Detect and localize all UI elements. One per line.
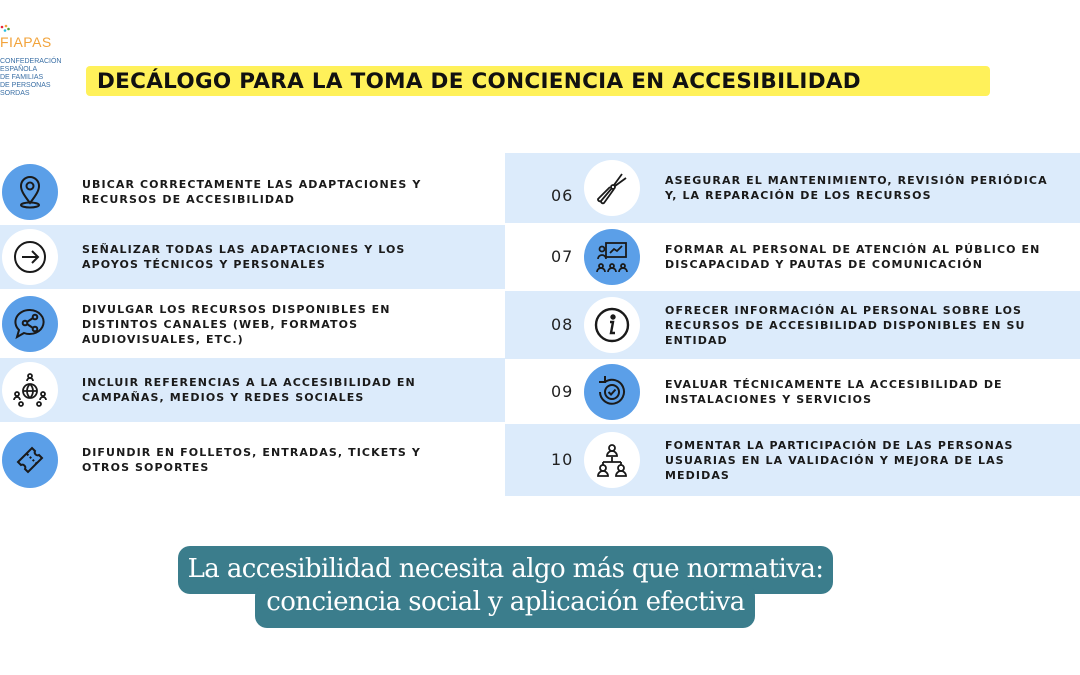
quote-line-2: conciencia social y aplicación efectiva <box>266 587 745 617</box>
item-text: SEÑALIZAR TODAS LAS ADAPTACIONES Y LOS APOYOS TÉCNICOS Y PERSONALES <box>82 243 406 271</box>
list-item-03 <box>0 292 505 356</box>
logo-title: FIAPAS <box>0 34 52 50</box>
item-number: 07 <box>551 247 574 266</box>
list-item-07 <box>505 225 1080 289</box>
item-text: DIFUNDIR EN FOLLETOS, ENTRADAS, TICKETS Y OTROS SOPORTES <box>82 446 421 474</box>
share-chat-icon <box>2 296 58 352</box>
page-title: DECÁLOGO PARA LA TOMA DE CONCIENCIA EN ACCESIBILIDAD <box>97 69 861 94</box>
closing-quote <box>178 553 833 619</box>
list-item-01 <box>0 160 505 224</box>
ticket-icon <box>2 432 58 488</box>
quote-line-1: La accesibilidad necesita algo más que normativa: <box>187 554 824 584</box>
item-number: 06 <box>551 186 574 205</box>
check-cycle-icon <box>584 364 640 420</box>
training-icon <box>584 229 640 285</box>
item-number: 08 <box>551 315 574 334</box>
list-item-05 <box>0 428 505 492</box>
list-item-09 <box>505 360 1080 424</box>
item-text: DIVULGAR LOS RECURSOS DISPONIBLES EN DISTINTOS CANALES (WEB, FORMATOS AUDIOVISUALES, ETC.) <box>82 302 391 346</box>
item-number: 09 <box>551 382 574 401</box>
item-text: UBICAR CORRECTAMENTE LAS ADAPTACIONES Y RECURSOS DE ACCESIBILIDAD <box>82 178 422 206</box>
item-text: OFRECER INFORMACIÓN AL PERSONAL SOBRE LOS RECURSOS DE ACCESIBILIDAD DISPONIBLES EN SU ENTIDAD <box>665 303 1026 347</box>
list-item-08 <box>505 291 1080 359</box>
pliers-icon <box>584 160 640 216</box>
list-item-04 <box>0 358 505 422</box>
item-text: ASEGURAR EL MANTENIMIENTO, REVISIÓN PERIÓDICA Y, LA REPARACIÓN DE LOS RECURSOS <box>665 174 1048 202</box>
logo-subtitle: CONFEDERACIÓN ESPAÑOLA DE FAMILIAS DE PERSONAS SORDAS <box>0 58 62 97</box>
arrow-right-icon <box>2 229 58 285</box>
item-text: EVALUAR TÉCNICAMENTE LA ACCESIBILIDAD DE INSTALACIONES Y SERVICIOS <box>665 378 1003 406</box>
list-item-06 <box>505 153 1080 223</box>
location-pin-icon <box>2 164 58 220</box>
item-text: FORMAR AL PERSONAL DE ATENCIÓN AL PÚBLICO EN DISCAPACIDAD Y PAUTAS DE COMUNICACIÓN <box>665 243 1041 271</box>
people-network-icon <box>584 432 640 488</box>
info-icon <box>584 297 640 353</box>
item-number: 10 <box>551 450 574 469</box>
item-text: INCLUIR REFERENCIAS A LA ACCESIBILIDAD EN CAMPAÑAS, MEDIOS Y REDES SOCIALES <box>82 376 416 404</box>
item-text: FOMENTAR LA PARTICIPACIÓN DE LAS PERSONAS USUARIAS EN LA VALIDACIÓN Y MEJORA DE LAS MEDIDAS <box>665 438 1014 482</box>
list-item-02 <box>0 225 505 289</box>
globe-people-icon <box>2 362 58 418</box>
list-item-10 <box>505 424 1080 496</box>
